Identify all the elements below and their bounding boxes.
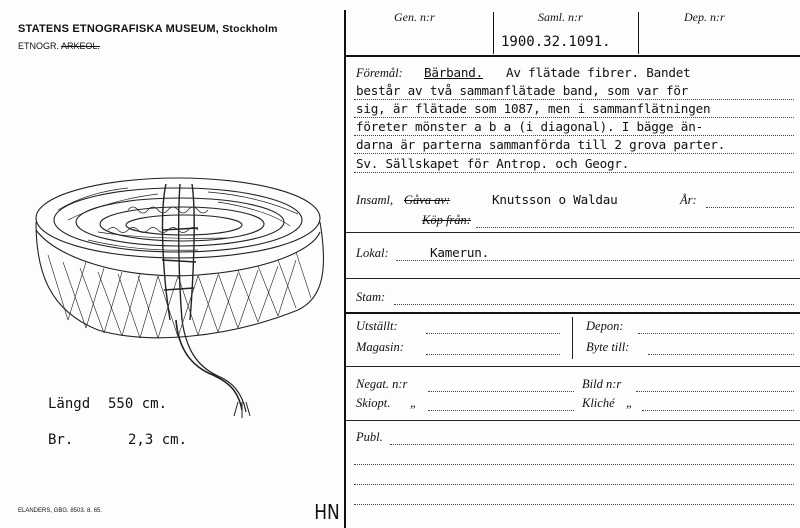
dep-number-label: Dep. n:r: [684, 10, 725, 24]
foremal-line-6: Sv. Sällskapet för Antrop. och Geogr.: [356, 156, 630, 171]
bild-label: Bild n:r: [582, 377, 622, 391]
record-panel: [346, 0, 800, 528]
saml-number-value: 1900.32.1091.: [501, 34, 611, 50]
foremal-line-3: sig, är flätade som 1087, men i sammanflätningen: [356, 101, 711, 116]
foremal-line-1: Av flätade fibrer. Bandet: [506, 65, 691, 80]
braided-band-illustration-icon: [28, 170, 338, 420]
department-line: [18, 41, 100, 51]
left-panel: [0, 0, 344, 528]
foremal-line-5: darna är parterna sammanförda till 2 grova parter.: [356, 137, 726, 152]
museum-city: Stockholm: [222, 23, 278, 35]
utstallt-label: Utställt:: [356, 319, 398, 333]
ar-label: År:: [680, 193, 697, 207]
handwritten-initials: HN: [314, 500, 340, 524]
gava-label: Gåva av:: [404, 193, 451, 207]
stam-label: Stam:: [356, 290, 386, 304]
saml-number-label: Saml. n:r: [538, 10, 583, 24]
insaml-value: Knutsson o Waldau: [492, 192, 618, 207]
foremal-line-4: företer mönster a b a (i diagonal). I bägge än-: [356, 119, 703, 134]
depon-label: Depon:: [586, 319, 624, 333]
width-value: 2,3 cm.: [128, 432, 188, 448]
skiopt-ditto: „: [410, 396, 417, 410]
width-label: Br.: [48, 432, 74, 448]
foremal-name: Bärband.: [424, 65, 484, 80]
kop-fran-label: Köp från:: [422, 213, 471, 227]
magasin-label: Magasin:: [356, 340, 404, 354]
skiopt-label: Skiopt.: [356, 396, 391, 410]
kliche-label: Kliché: [582, 396, 615, 410]
negat-label: Negat. n:r: [356, 377, 408, 391]
gen-number-label: Gen. n:r: [394, 10, 435, 24]
kliche-ditto: „: [626, 396, 633, 410]
printer-imprint: ELANDERS, GBG. 8503. 8. 65.: [18, 508, 103, 514]
length-value: 550 cm.: [108, 396, 168, 412]
foremal-label: Föremål:: [356, 66, 403, 80]
museum-name: STATENS ETNOGRAFISKA MUSEUM, Stockholm: [18, 23, 278, 35]
dept-etnogr: ETNOGR.: [18, 41, 60, 51]
dept-arkeol: ARKEOL.: [61, 41, 101, 51]
publ-label: Publ.: [356, 430, 383, 444]
lokal-label: Lokal:: [356, 246, 389, 260]
insaml-label: Insaml,: [356, 193, 394, 207]
lokal-value: Kamerun.: [430, 245, 490, 260]
length-label: Längd: [48, 396, 91, 412]
byte-till-label: Byte till:: [586, 340, 630, 354]
header-rule: [346, 55, 800, 57]
foremal-line-2: består av två sammanflätade band, som var för: [356, 83, 689, 98]
